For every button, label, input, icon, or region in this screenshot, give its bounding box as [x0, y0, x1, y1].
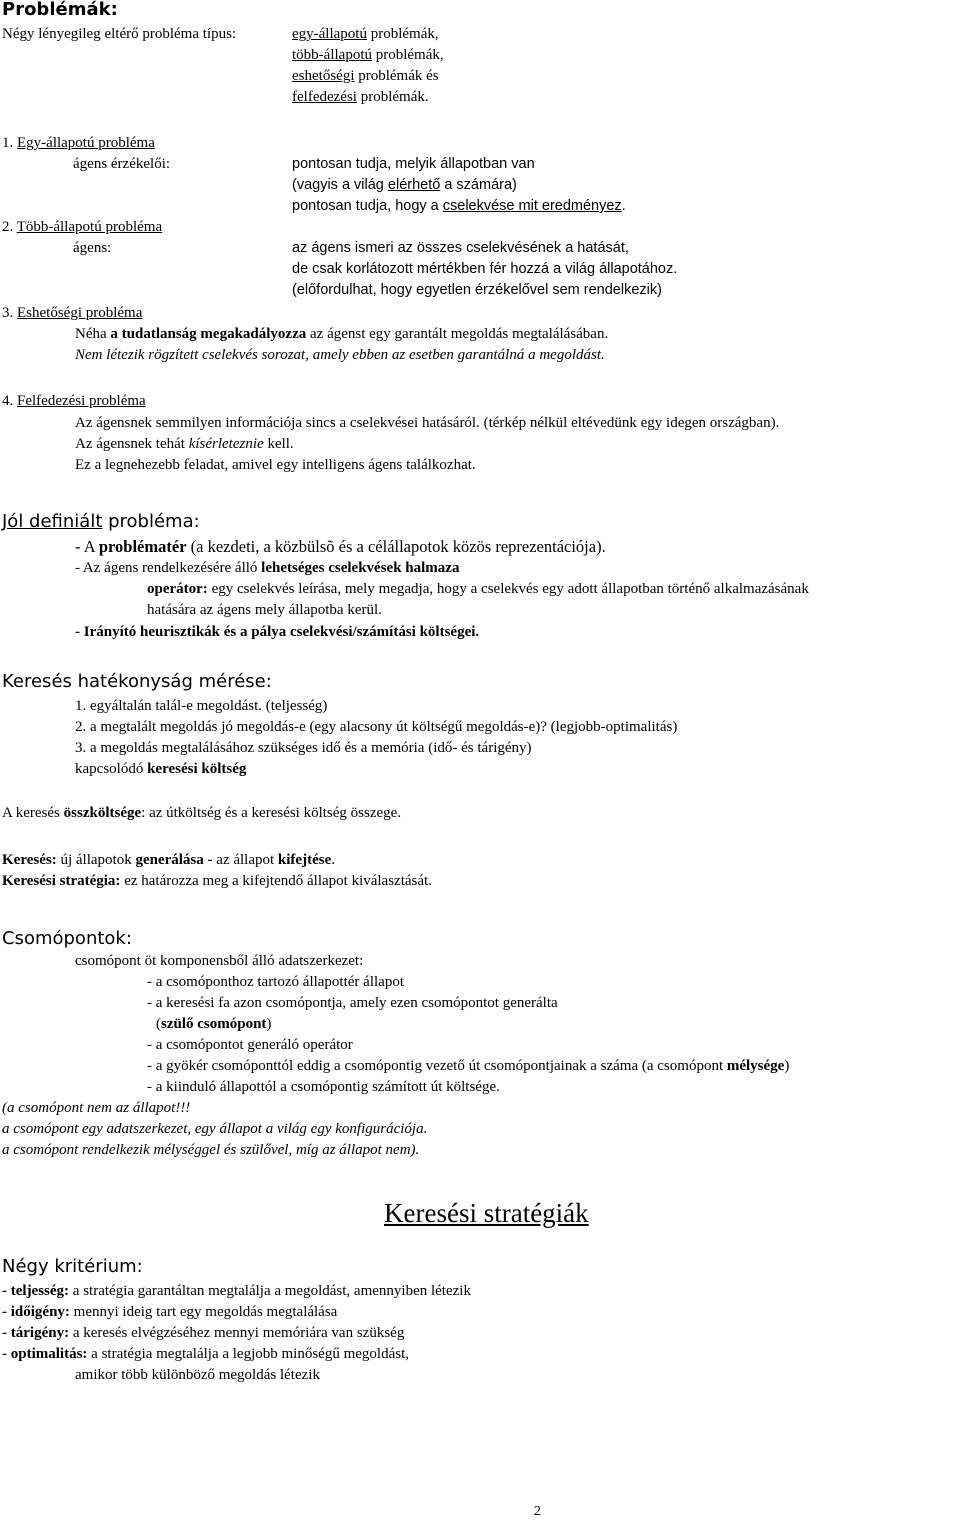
problem-1-line: (vagyis a világ elérhető a számára) [292, 177, 517, 193]
criterion-item: - időigény: mennyi ideig tart egy megoldás megtalálása [2, 1304, 338, 1320]
problem-2-line: (előfordulhat, hogy egyetlen érzékelővel sem rendelkezik) [292, 282, 662, 298]
jol-item: - Irányító heurisztikák és a pálya cselekvési/számítási költségei. [75, 624, 480, 640]
hat-item: 3. a megoldás megtalálásához szükséges idő és a memória (idő- és tárigény) [75, 740, 532, 756]
problem-1-label: ágens érzékelői: [73, 156, 171, 172]
criterion-item: - tárigény: a keresés elvégzéséhez mennyi memóriára van szükség [2, 1325, 405, 1341]
cs-note: a csomópont egy adatszerkezet, egy állapot a világ egy konfigurációja. [2, 1121, 428, 1137]
problem-2-line: az ágens ismeri az összes cselekvésének a hatását, [292, 240, 629, 256]
criterion-item: amikor több különböző megoldás létezik [75, 1367, 320, 1383]
cs-item: - a csomópontot generáló operátor [147, 1037, 353, 1053]
cs-item: - a keresési fa azon csomópontja, amely ezen csomópontot generálta [147, 995, 558, 1011]
problem-2-label: ágens: [73, 240, 112, 256]
problem-2-line: de csak korlátozott mértékben fér hozzá a világ állapotához. [292, 261, 678, 277]
section-heading-csomopontok: Csomópontok: [2, 928, 132, 949]
problem-4-line: Az ágensnek semmilyen információja sincs a cselekvései hatásáról. (térkép nélkül eltévedünk egy idegen országban). [75, 415, 780, 431]
jol-item: hatására az ágens mely állapotba kerül. [147, 602, 382, 618]
problem-1-title: 1. Egy-állapotú probléma [2, 135, 155, 151]
section-heading-negy-kriterium: Négy kritérium: [2, 1256, 143, 1277]
problem-3-line: Nem létezik rögzített cselekvés sorozat, amely ebben az esetben garantálná a megoldást. [75, 347, 605, 363]
problem-2-title: 2. Több-állapotú probléma [2, 219, 163, 235]
problem-4-line: Ez a legnehezebb feladat, amivel egy intelligens ágens találkozhat. [75, 457, 476, 473]
type-item: felfedezési problémák. [292, 89, 429, 105]
hat-item: 1. egyáltalán talál-e megoldást. (teljesség) [75, 698, 328, 714]
type-item: egy-állapotú problémák, [292, 26, 439, 42]
section-heading-problemak: Problémák: [2, 0, 118, 20]
hat-item: 2. a megtalált megoldás jó megoldás-e (egy alacsony út költségű megoldás-e)? (legjobb-optimalitás) [75, 719, 678, 735]
page-number: 2 [534, 1504, 541, 1519]
cs-note: a csomópont rendelkezik mélységgel és szülővel, míg az állapot nem). [2, 1142, 420, 1158]
osszkoltseg-line: A keresés összköltsége: az útköltség és a keresési költség összege. [2, 805, 402, 821]
problem-3-line: Néha a tudatlanság megakadályozza az ágenst egy garantált megoldás megtalálásában. [75, 326, 609, 342]
criterion-item: - teljesség: a stratégia garantáltan megtalálja a megoldást, amennyiben létezik [2, 1283, 471, 1299]
cs-item: - a csomóponthoz tartozó állapottér állapot [147, 974, 404, 990]
jol-item: - Az ágens rendelkezésére álló lehetséges cselekvések halmaza [75, 560, 460, 576]
jol-item: - A problématér (a kezdeti, a közbülsõ és a célállapotok közös reprezentációja). [75, 537, 606, 556]
type-item: eshetőségi problémák és [292, 68, 439, 84]
problem-1-line: pontosan tudja, hogy a cselekvése mit eredményez. [292, 198, 626, 214]
criterion-item: - optimalitás: a stratégia megtalálja a legjobb minőségű megoldást, [2, 1346, 409, 1362]
cs-note: (a csomópont nem az állapot!!! [2, 1100, 191, 1116]
type-item: több-állapotú problémák, [292, 47, 444, 63]
cs-item: - a gyökér csomóponttól eddig a csomópontig vezető út csomópontjainak a száma (a csomópont mélysége) [147, 1058, 790, 1074]
problem-4-title: 4. Felfedezési probléma [2, 393, 146, 409]
intro-text: Négy lényegileg eltérő probléma típus: [2, 26, 237, 42]
jol-item: operátor: egy cselekvés leírása, mely megadja, hogy a cselekvés egy adott állapotban történő alkalmazásának [147, 581, 809, 597]
section-heading-jol-definialt: Jól definiált probléma: [2, 511, 200, 532]
kereses-line: Keresés: új állapotok generálása - az állapot kifejtése. [2, 852, 335, 868]
cs-item: - a kiinduló állapottól a csomópontig számított út költsége. [147, 1079, 500, 1095]
cs-item: (szülő csomópont) [156, 1016, 272, 1032]
problem-3-title: 3. Eshetőségi probléma [2, 305, 143, 321]
cs-intro: csomópont öt komponensből álló adatszerkezet: [75, 953, 364, 969]
hat-item: kapcsolódó keresési költség [75, 761, 247, 777]
strategia-line: Keresési stratégia: ez határozza meg a kifejtendő állapot kiválasztását. [2, 873, 432, 889]
problem-1-line: pontosan tudja, melyik állapotban van [292, 156, 535, 172]
page-title: Keresési stratégiák [384, 1198, 589, 1228]
section-heading-hatekonysag: Keresés hatékonyság mérése: [2, 671, 272, 692]
problem-4-line: Az ágensnek tehát kísérleteznie kell. [75, 436, 294, 452]
